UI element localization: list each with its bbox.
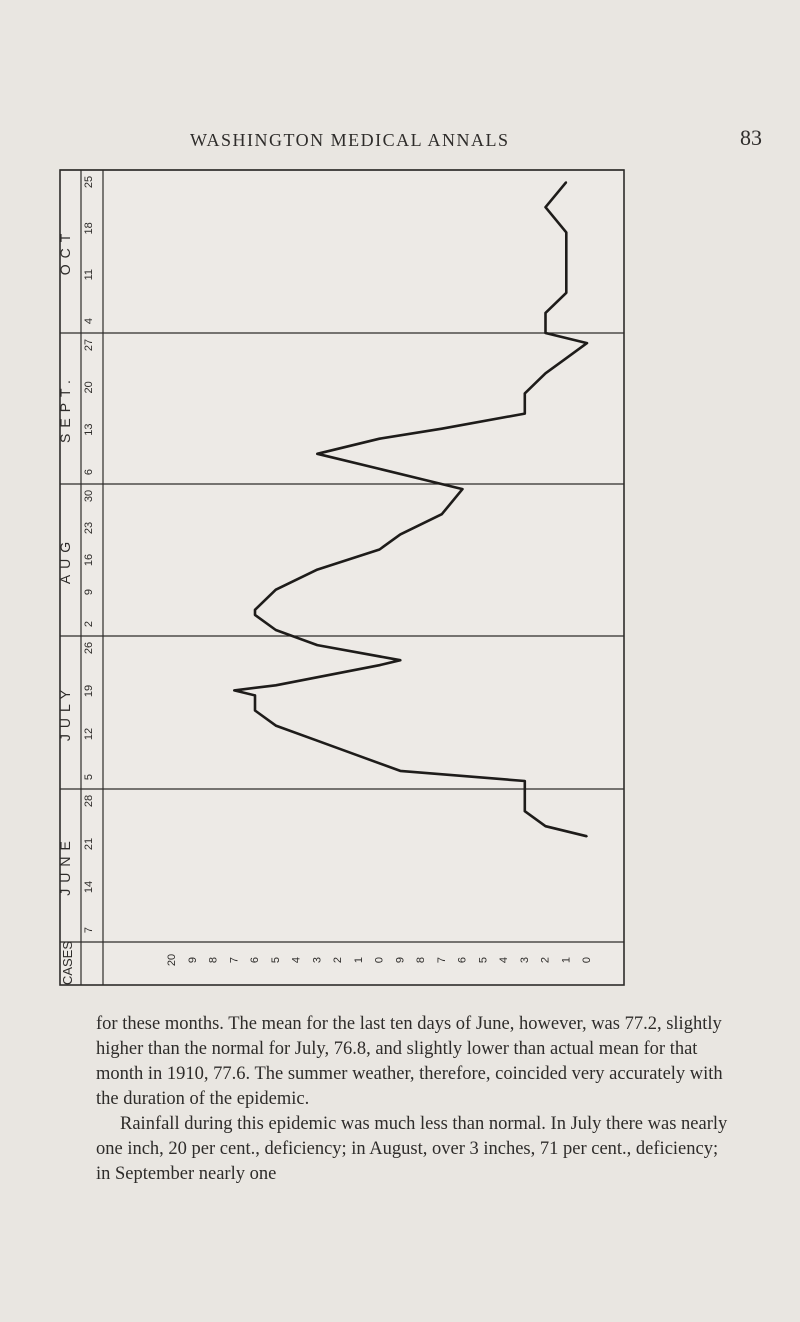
case-point	[524, 780, 526, 782]
body-text	[96, 1012, 736, 1187]
chart-background	[60, 170, 624, 985]
case-point	[545, 312, 547, 314]
case-point	[316, 644, 318, 646]
case-point	[565, 252, 567, 254]
paragraph-1: for these months. The mean for the last ten days of June, however, was 77.2, slightly higher than the normal for July, 76.8, and slightly lower than actual mean for that month in 1910, 77.6. The summer weather, therefore, coincided very accurately with the duration of the epidemic.	[96, 1014, 723, 1109]
case-point	[524, 790, 526, 792]
paragraph-2: Rainfall during this epidemic was much less than normal. In July there was nearly one inch, 20 per cent., deficiency; in August, over 3 inches, 71 per cent., deficiency; in September nearly one	[96, 1114, 728, 1184]
date-label: 26	[83, 641, 95, 655]
page-number: 83	[740, 125, 762, 150]
case-point	[586, 836, 588, 838]
x-tick-label: 9	[394, 956, 407, 964]
case-point	[565, 292, 567, 294]
case-point	[379, 468, 381, 470]
date-label: 28	[83, 794, 95, 808]
x-tick-label: 0	[581, 956, 593, 964]
case-point	[254, 710, 256, 712]
x-tick-label: 2	[332, 956, 344, 964]
date-label: 16	[83, 553, 95, 567]
case-point	[545, 825, 547, 827]
x-tick-label: 8	[207, 956, 220, 964]
date-label: 7	[83, 926, 95, 934]
case-point	[379, 664, 381, 666]
case-point	[316, 740, 318, 742]
case-point	[254, 614, 256, 616]
case-point	[254, 695, 256, 697]
x-tick-label: 5	[477, 956, 490, 964]
case-point	[399, 534, 401, 536]
month-label: OCT	[57, 227, 73, 276]
date-label: 18	[83, 222, 95, 235]
date-label: 21	[83, 837, 95, 851]
date-label: 2	[83, 620, 95, 628]
case-point	[565, 357, 567, 359]
x-tick-label: 7	[228, 956, 241, 964]
x-tick-label: 7	[435, 956, 448, 964]
chart-frame	[60, 170, 624, 985]
case-point	[316, 569, 318, 571]
month-label: SEPT.	[57, 374, 73, 443]
date-label: 23	[83, 521, 95, 535]
case-point	[524, 810, 526, 812]
case-point	[545, 206, 547, 208]
case-point	[545, 332, 547, 334]
date-label: 14	[83, 880, 95, 894]
date-label: 11	[83, 268, 95, 281]
month-label: AUG	[57, 535, 73, 585]
date-label: 13	[83, 423, 95, 436]
case-point	[399, 770, 401, 772]
case-point	[233, 690, 235, 692]
case-point	[379, 438, 381, 440]
x-tick-label: 2	[539, 956, 552, 964]
x-axis-label: CASES	[60, 940, 75, 986]
x-tick-label: 1	[560, 956, 573, 964]
x-tick-label: 0	[373, 956, 386, 964]
case-point	[524, 413, 526, 415]
case-point	[379, 549, 381, 551]
case-point	[275, 629, 277, 631]
case-point	[462, 488, 464, 490]
case-point	[275, 589, 277, 591]
running-head: WASHINGTON MEDICAL ANNALS	[190, 130, 510, 150]
case-point	[524, 393, 526, 395]
case-point	[254, 609, 256, 611]
case-point	[358, 755, 360, 757]
case-point	[565, 232, 567, 234]
x-tick-label: 8	[415, 956, 427, 964]
x-tick-label: 1	[352, 956, 365, 964]
x-tick-label: 6	[249, 956, 261, 964]
case-point	[441, 428, 443, 430]
case-point	[545, 373, 547, 375]
date-label: 4	[83, 317, 95, 325]
date-label: 25	[83, 175, 95, 189]
date-label: 20	[83, 381, 95, 394]
case-point	[565, 181, 567, 183]
date-label: 27	[83, 338, 95, 352]
date-label: 19	[83, 684, 95, 698]
x-tick-label: 9	[186, 956, 199, 964]
x-tick-label: 20	[166, 953, 178, 967]
x-tick-label: 4	[290, 956, 303, 964]
x-tick-label: 3	[311, 956, 324, 964]
month-label: JULY	[57, 683, 73, 742]
case-point	[441, 513, 443, 515]
x-tick-label: 4	[498, 956, 510, 964]
date-label: 9	[83, 588, 95, 596]
case-point	[565, 272, 567, 274]
date-label: 30	[83, 489, 95, 503]
date-label: 6	[83, 468, 95, 476]
case-point	[316, 453, 318, 455]
date-label: 5	[83, 773, 95, 781]
case-point	[420, 478, 422, 480]
month-label: JUNE	[57, 835, 73, 896]
case-point	[275, 725, 277, 727]
x-tick-label: 3	[518, 956, 531, 964]
x-tick-label: 6	[456, 956, 469, 964]
case-point	[275, 685, 277, 687]
case-point	[586, 342, 588, 344]
x-tick-label: 5	[269, 956, 282, 964]
date-label: 12	[83, 727, 95, 741]
case-point	[399, 659, 401, 661]
